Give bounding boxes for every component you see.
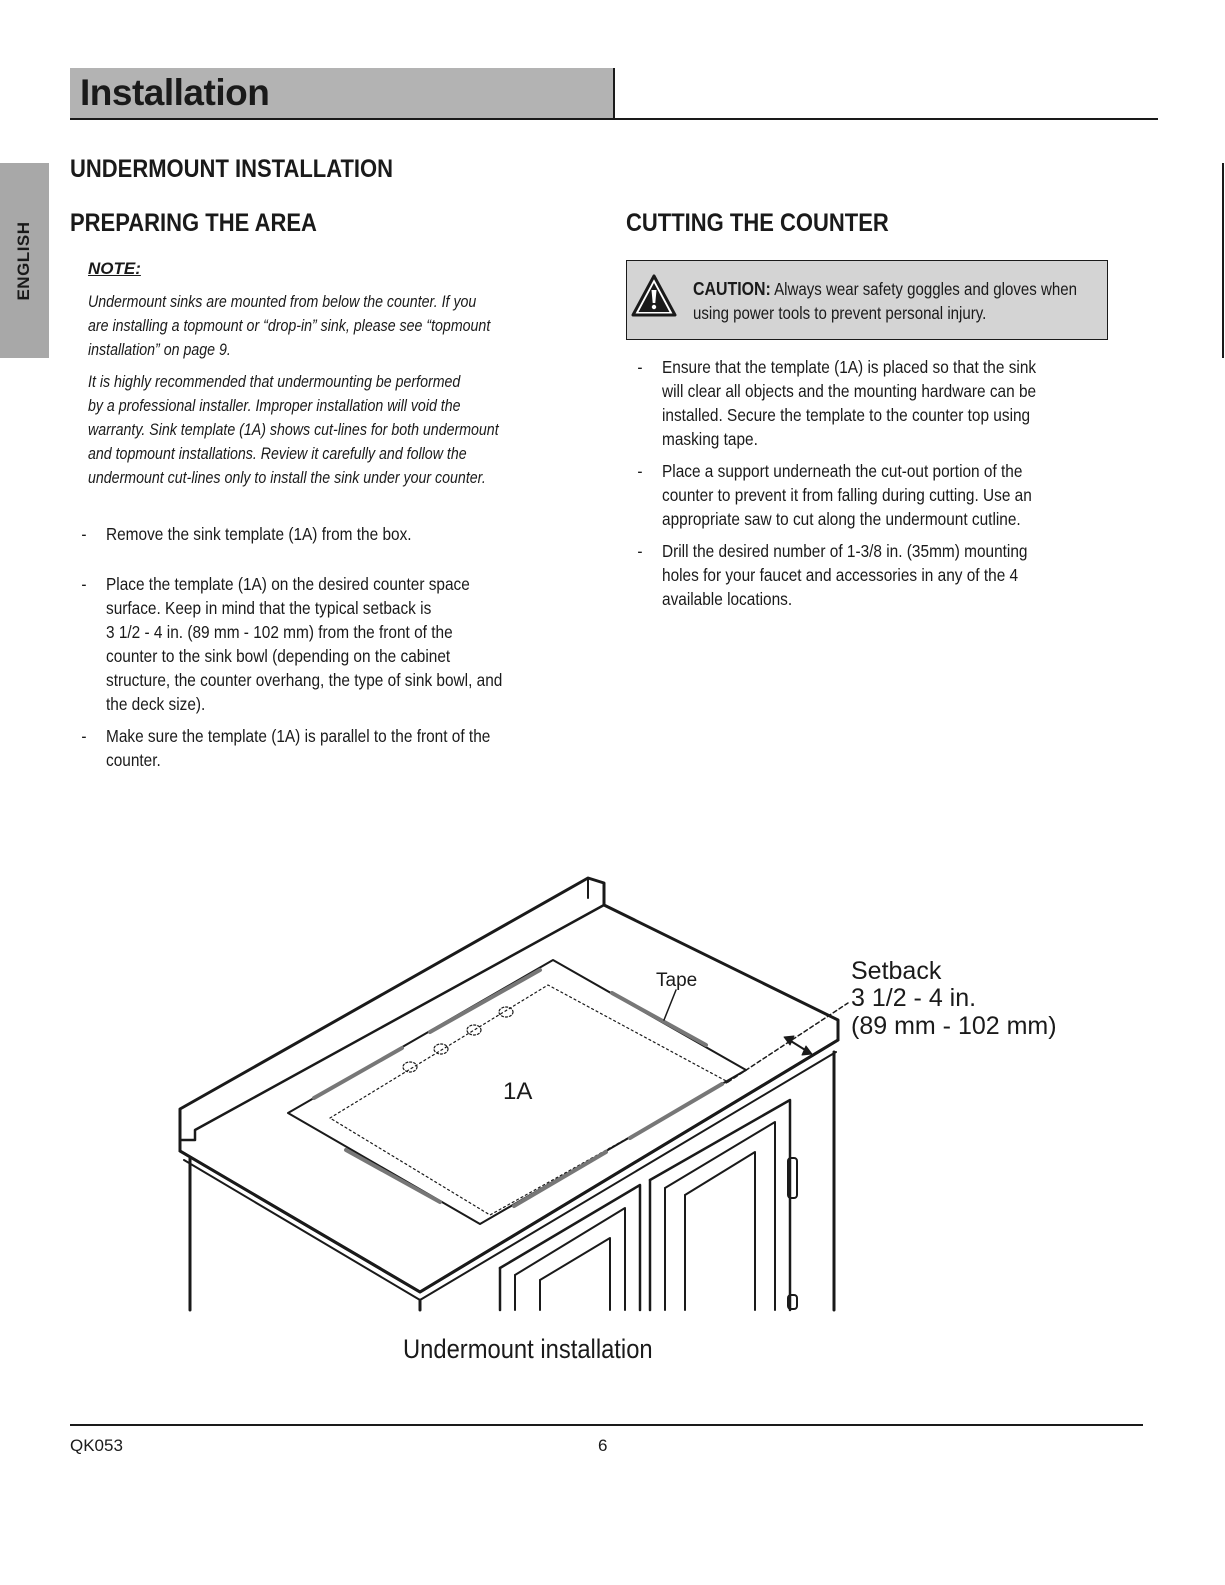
setback-imperial: 3 1/2 - 4 in.: [851, 984, 977, 1012]
caution-box: [626, 260, 1108, 340]
section-title: UNDERMOUNT INSTALLATION: [70, 155, 394, 183]
page-title: Installation: [80, 72, 270, 113]
list-item: - Make sure the template (1A) is parallel to the front of the counter.: [81, 726, 491, 770]
warning-icon: [631, 274, 677, 318]
note-line: Undermount sinks are mounted from below the counter. If you: [88, 293, 477, 311]
header-rule: [70, 118, 1158, 120]
note-line: undermount cut-lines only to install the sink under your counter.: [88, 469, 486, 487]
list-item: - Ensure that the template (1A) is placed so that the sink will clear all objects and the mounting hardware can be installed. Secure the template to the counter top using masking tape.: [637, 357, 1037, 449]
note-paragraph: [88, 370, 535, 490]
list-item: - Place the template (1A) on the desired counter space surface. Keep in mind that the typical setback is 3 1/2 - 4 in. (89 mm - 102 mm) from the front of the counter to the sink bowl (depending on the cabinet structure, the counter overhang, the type of sink bowl, and the deck size).: [81, 574, 503, 714]
preparing-heading: PREPARING THE AREA: [70, 209, 317, 237]
figure-caption: Undermount installation: [403, 1334, 653, 1364]
note-line: It is highly recommended that undermounting be performed: [88, 373, 461, 391]
list-item: - Drill the desired number of 1-3/8 in. (35mm) mounting holes for your faucet and accessories in any of the 4 available locations.: [637, 541, 1028, 609]
page-number: 6: [598, 1436, 608, 1455]
language-tab: [0, 163, 49, 358]
note-line: installation” on page 9.: [88, 341, 231, 359]
header-bar: [70, 68, 615, 118]
list-item: - Place a support underneath the cut-out portion of the counter to prevent it from falling during cutting. Use an appropriate saw to cut along the undermount cutline.: [637, 461, 1032, 529]
footer-rule: [70, 1424, 1143, 1426]
note-paragraph: [88, 290, 535, 362]
tape-label: Tape: [656, 970, 698, 991]
note-line: and topmount installations. Review it carefully and follow the: [88, 445, 467, 463]
template-label: 1A: [503, 1078, 533, 1105]
note-line: are installing a topmount or “drop-in” sink, please see “topmount: [88, 317, 491, 335]
caution-text: CAUTION: Always wear safety goggles and gloves when using power tools to prevent personal injury.: [693, 278, 1077, 323]
edge-mark: [1222, 163, 1224, 358]
setback-metric: (89 mm - 102 mm): [851, 1012, 1057, 1040]
undermount-illustration: [0, 860, 1225, 1330]
note-line: by a professional installer. Improper installation will void the: [88, 397, 461, 415]
list-item: - Remove the sink template (1A) from the box.: [81, 524, 412, 544]
cutting-heading: CUTTING THE COUNTER: [626, 209, 889, 237]
document-code: QK053: [70, 1436, 123, 1455]
language-tab-label: ENGLISH: [14, 221, 33, 301]
note-line: warranty. Sink template (1A) shows cut-lines for both undermount: [88, 421, 499, 439]
caution-label: CAUTION:: [693, 278, 771, 299]
note-label: NOTE:: [88, 259, 141, 278]
setback-label: Setback: [851, 957, 942, 985]
